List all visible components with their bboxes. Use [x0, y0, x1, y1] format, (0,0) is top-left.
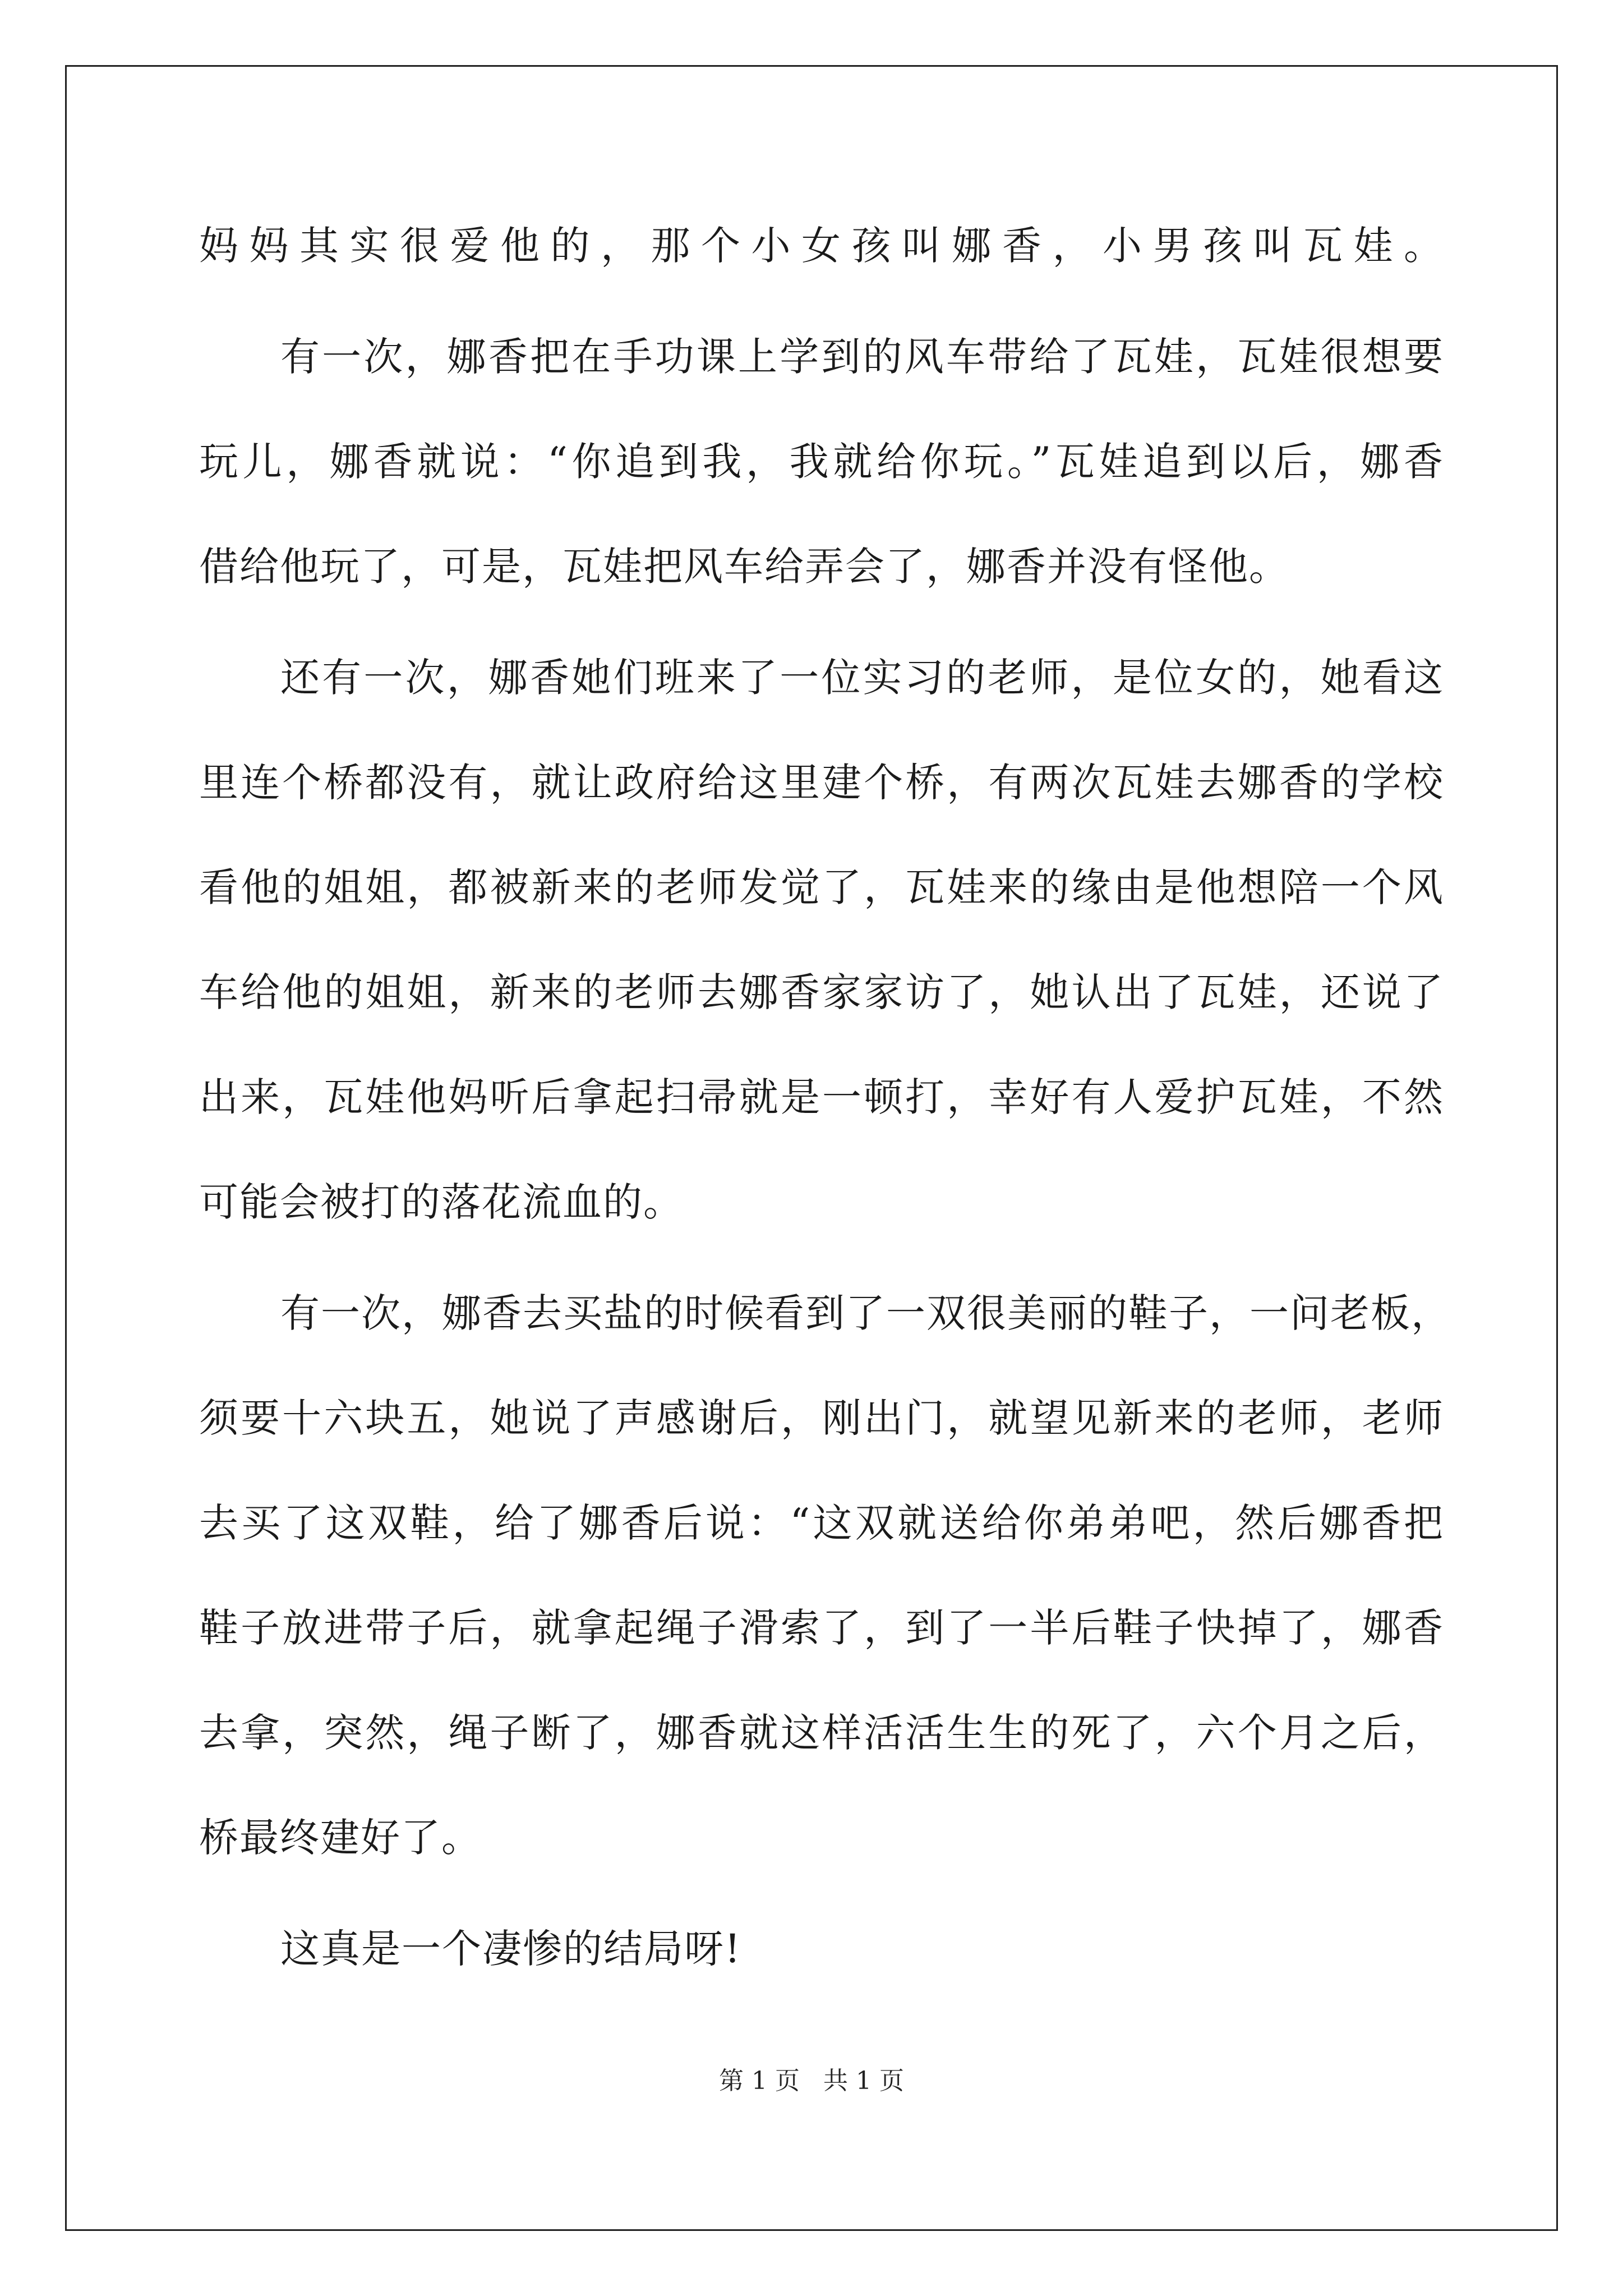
paragraph-line: 借给他玩了，可是，瓦娃把风车给弄会了，娜香并没有怪他。 [199, 544, 1289, 590]
paragraph-line: 须要十六块五，她说了声感谢后，刚出门，就望见新来的老师，老师 [199, 1395, 1444, 1441]
paragraph-line: 去买了这双鞋，给了娜香后说：“这双就送给你弟弟吧，然后娜香把 [199, 1500, 1444, 1546]
paragraph-line: 出来，瓦娃他妈听后拿起扫帚就是一顿打，幸好有人爱护瓦娃，不然 [199, 1074, 1444, 1120]
paragraph-line: 有一次，娜香把在手功课上学到的风车带给了瓦娃，瓦娃很想要 [280, 334, 1444, 380]
paragraph-line: 可能会被打的落花流血的。 [199, 1179, 684, 1225]
paragraph-line: 妈妈其实很爱他的，那个小女孩叫娜香，小男孩叫瓦娃。 [199, 223, 1444, 269]
paragraph-line: 桥最终建好了。 [199, 1815, 482, 1861]
page-border [65, 65, 1558, 2231]
paragraph-line: 这真是一个凄惨的结局呀! [280, 1926, 742, 1972]
paragraph-line: 有一次，娜香去买盐的时候看到了一双很美丽的鞋子，一问老板， [280, 1290, 1451, 1336]
paragraph-line: 玩儿，娜香就说：“你追到我，我就给你玩。”瓦娃追到以后，娜香 [199, 439, 1444, 485]
page-number-footer: 第 1 页 共 1 页 [719, 2067, 904, 2095]
paragraph-line: 还有一次，娜香她们班来了一位实习的老师，是位女的，她看这 [280, 655, 1444, 701]
paragraph-line: 车给他的姐姐，新来的老师去娜香家家访了，她认出了瓦娃，还说了 [199, 969, 1444, 1015]
paragraph-line: 鞋子放进带子后，就拿起绳子滑索了，到了一半后鞋子快掉了，娜香 [199, 1605, 1444, 1651]
paragraph-line: 看他的姐姐，都被新来的老师发觉了，瓦娃来的缘由是他想陪一个风 [199, 864, 1444, 910]
paragraph-line: 里连个桥都没有，就让政府给这里建个桥，有两次瓦娃去娜香的学校 [199, 760, 1444, 806]
paragraph-line: 去拿，突然，绳子断了，娜香就这样活活生生的死了，六个月之后， [199, 1710, 1444, 1756]
